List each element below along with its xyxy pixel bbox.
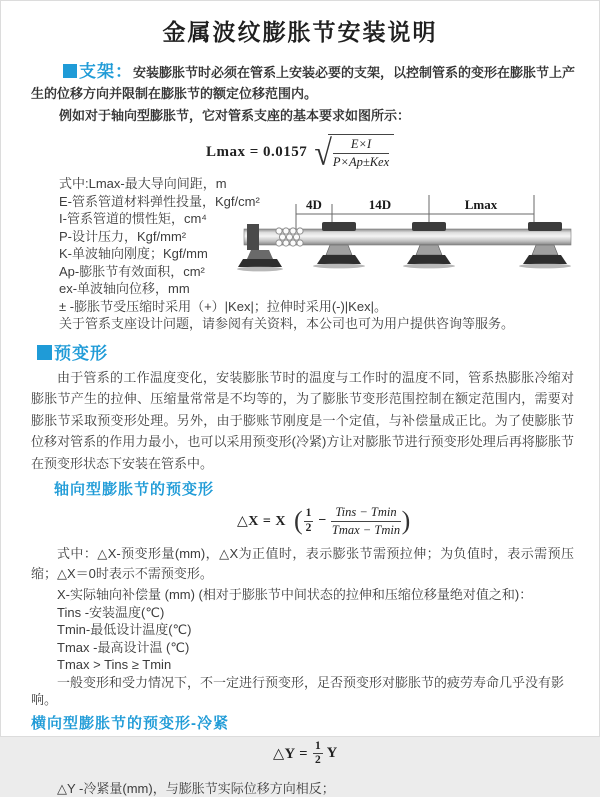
one-half-fraction [304, 507, 314, 534]
section-heading-support [63, 62, 133, 81]
formula-lmax-radicand [328, 134, 394, 170]
axial-items-list [31, 586, 574, 709]
formula-lmax-numerator: E×I [333, 137, 389, 154]
one-half-fraction [313, 740, 323, 767]
definition-line: Ap-膨胀节有效面积，cm² [59, 263, 205, 279]
definition-line: P-设计压力，Kgf/mm² [59, 228, 187, 244]
section-marker-square-icon [37, 345, 52, 360]
formula-dx-numerator: Tins − Tmin [331, 505, 400, 522]
lateral-note-line: △Y -冷紧量(mm)，与膨胀节实际位移方向相反； [57, 780, 335, 796]
formula-dy-rhs: Y [326, 745, 338, 761]
dim-label-4d: 4D [306, 197, 322, 212]
definition-line: 式中:Lmax-最大导向间距，m [59, 176, 227, 191]
formula-delta-x [237, 503, 599, 539]
sqrt-radical-icon: √ [314, 131, 332, 173]
axial-explain-paragraph: 式中：△X-预变形量(mm)，△X为正值时，表示膨张节需预拉伸；为负值时，表示需预压缩；△X＝0时表示不需预变形。 [31, 546, 574, 581]
axial-item-line: Tins -安装温度(℃) [57, 604, 165, 620]
support-example-line: 例如对于轴向型膨胀节，它对管系支座的基本要求如图所示： [59, 108, 411, 123]
minus-sign: − [318, 513, 327, 528]
support-intro-text: 安装膨胀节时必须在管系上安装必要的支架，以控制管系的变形在膨胀节上产生的位移方向并限制在膨胀节的额定位移范围内。 [31, 65, 576, 101]
open-paren: ( [293, 506, 303, 535]
formula-dx-lhs: △X = X [237, 513, 286, 529]
axial-item-line: Tmax -最高设计温 (℃) [57, 639, 190, 655]
definition-line: E-管系管道材料弹性投量，Kgf/cm² [59, 193, 260, 209]
dim-label-14d: 14D [368, 197, 392, 212]
definition-line: ± -膨胀节受压缩时采用（+）|Kex|；拉伸时采用(-)|Kex|。 [59, 298, 387, 314]
half-denominator: 2 [305, 521, 312, 534]
definition-line: ex-单波轴向位移，mm [59, 281, 190, 296]
formula-lmax-fraction [333, 137, 389, 170]
support-heading-label: 支架： [79, 62, 133, 81]
pipe-support-diagram [239, 193, 593, 286]
page-title: 金属波纹膨胀节安装说明 [162, 19, 438, 45]
definition-line: 关于管系支座设计问题，请参阅有关资料，本公司也可为用户提供咨询等服务。 [59, 316, 515, 331]
formula-lmax-denominator: P×Ap±Kex [332, 155, 390, 169]
support-intro-paragraph [31, 61, 575, 104]
predeform-heading-label: 预变形 [54, 343, 108, 363]
sub-heading-axial: 轴向型膨胀节的预变形 [54, 481, 215, 498]
dim-label-lmax: Lmax [464, 197, 498, 212]
half-denominator: 2 [314, 754, 321, 766]
formula-lmax [206, 133, 599, 171]
formula-delta-y [273, 738, 599, 770]
axial-item-line: X-实际轴向补偿量 (mm) (相对于膨胀节中间状态的拉伸和压缩位移量绝对值之和)： [57, 587, 533, 602]
formula-lmax-lhs: Lmax = 0.0157 [206, 143, 308, 160]
bellows [276, 228, 303, 246]
section-marker-square-icon [63, 64, 77, 78]
definition-line: K-单波轴向刚度；Kgf/mm [59, 246, 208, 261]
predeform-paragraph: 由于管系的工作温度变化，安装膨胀节时的温度与工作时的温度不同，管系热膨胀冷缩对膨胀节产生的拉伸、压缩量常常是不均等的，为了膨胀节变形范围控制在额定范围内，需要对膨胀节采取预变形处理。另外，由于膨账节刚度是一个定值，与补偿量成正比。为了使膨胀节位移对管系的作用力最小，也可以采用预变形(冷紧)方让对膨胀节进行预变形处理后再将膨胀节在预变形状态下安装在管系中。 [31, 369, 574, 471]
section-heading-predeform [37, 339, 599, 364]
half-numerator: 1 [304, 507, 314, 521]
formula-dx-denominator: Tmax − Tmin [331, 522, 401, 537]
half-numerator: 1 [313, 740, 323, 754]
close-paren: ) [401, 506, 411, 535]
axial-item-line: Tmin-最低设计温度(℃) [57, 622, 192, 637]
temperature-fraction [331, 505, 400, 538]
sub-heading-lateral: 横向型膨胀节的预变形-冷紧 [31, 714, 229, 732]
definition-line: I-管系管道的惯性矩，cm⁴ [59, 211, 207, 226]
axial-item-line: Tmax > Tins ≥ Tmin [57, 657, 172, 672]
axial-item-line: 一般变形和受力情况下，不一定进行预变形，足否预变形对膨胀节的疲劳寿命几乎没有影响。 [31, 674, 565, 707]
formula-dy-lhs: △Y = [273, 745, 308, 762]
